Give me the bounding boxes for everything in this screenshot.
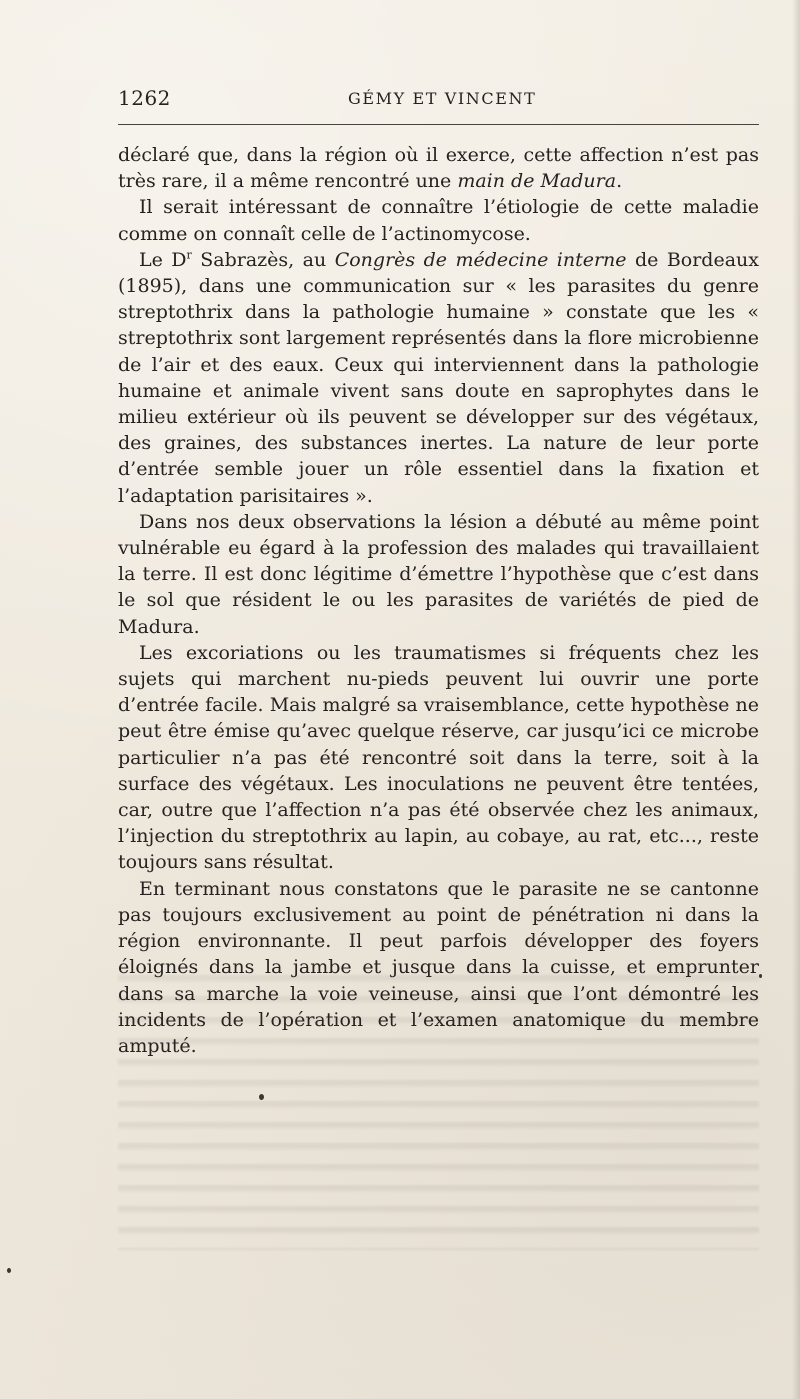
paragraph-3-italic: Congrès de médecine interne xyxy=(334,248,627,271)
running-title: GÉMY ET VINCENT xyxy=(348,89,537,108)
paragraph-6: En terminant nous constatons que le parasite ne se cantonne pas toujours exclusivement au point de pénétration ni dans la région environnante. Il peut parfois développer des foyers éloignés dans la jambe et jusque dans la cuisse, et emprunter dans sa marche la voie veineuse, ainsi que l’ont démontré les incidents de l’opération et l’examen anatomique du membre amputé. xyxy=(118,877,759,1057)
paragraph-3 xyxy=(118,247,759,509)
paragraph-1-end: . xyxy=(616,170,623,193)
paragraph-2: Il serait intéressant de connaître l’étiologie de cette maladie comme on connaît celle de l’actinomycose. xyxy=(118,196,759,245)
reverse-page-show-through xyxy=(118,975,759,1250)
paper-speck xyxy=(259,1094,264,1100)
paragraph-1-text: déclaré que, dans la région où il exerce, cette affection n’est pas très rare, il a même rencontré une xyxy=(118,144,759,193)
paragraph-1-italic: main de Madura xyxy=(457,170,617,193)
running-head xyxy=(118,86,759,112)
paragraph-5: Les excoriations ou les traumatismes si fréquents chez les sujets qui marchent nu-pieds peuvent lui ouvrir une porte d’entrée facile. Mais malgré sa vraisemblance, cette hypothèse ne peut être émise qu’avec quelque réserve, car jusqu’ici ce microbe particulier n’a pas été rencontré soit dans la terre, soit à la surface des végétaux. Les inoculations ne peuvent être tentées, car, outre que l’affection n’a pas été observée chez les animaux, l’injection du streptothrix au lapin, au cobaye, au rat, etc..., reste toujours sans résultat. xyxy=(118,641,759,874)
body-text xyxy=(118,142,759,1059)
paper-speck xyxy=(7,1268,11,1273)
paragraph-3-superscript: r xyxy=(186,248,192,262)
paragraph-3-end: de Bordeaux (1895), dans une communication sur « les parasites du genre streptothrix dans la pathologie humaine » constate que les « streptothrix sont largement représentés dans la flore microbienne de l’air et des eaux. Ceux qui interviennent dans la pathologie humaine et animale vivent sans doute en saprophytes dans le milieu extérieur où ils peuvent se développer sur des végétaux, des graines, des substances inertes. La nature de leur porte d’entrée semble jouer un rôle essentiel dans la fixation et l’adaptation parisitaires ». xyxy=(118,248,759,507)
paragraph-3-mid: Sabrazès, au xyxy=(191,248,335,271)
page-edge-shadow xyxy=(792,0,800,1399)
paragraph-1 xyxy=(118,142,759,194)
paragraph-3-start: Le D xyxy=(139,248,187,271)
paragraph-4: Dans nos deux observations la lésion a débuté au même point vulnérable eu égard à la profession des malades qui travaillaient la terre. Il est donc légitime d’émettre l’hypothèse que c’est dans le sol que résident le ou les parasites de variétés de pied de Madura. xyxy=(118,510,759,638)
page-number: 1262 xyxy=(118,86,171,110)
paper-speck xyxy=(759,974,762,978)
header-rule xyxy=(118,124,759,125)
